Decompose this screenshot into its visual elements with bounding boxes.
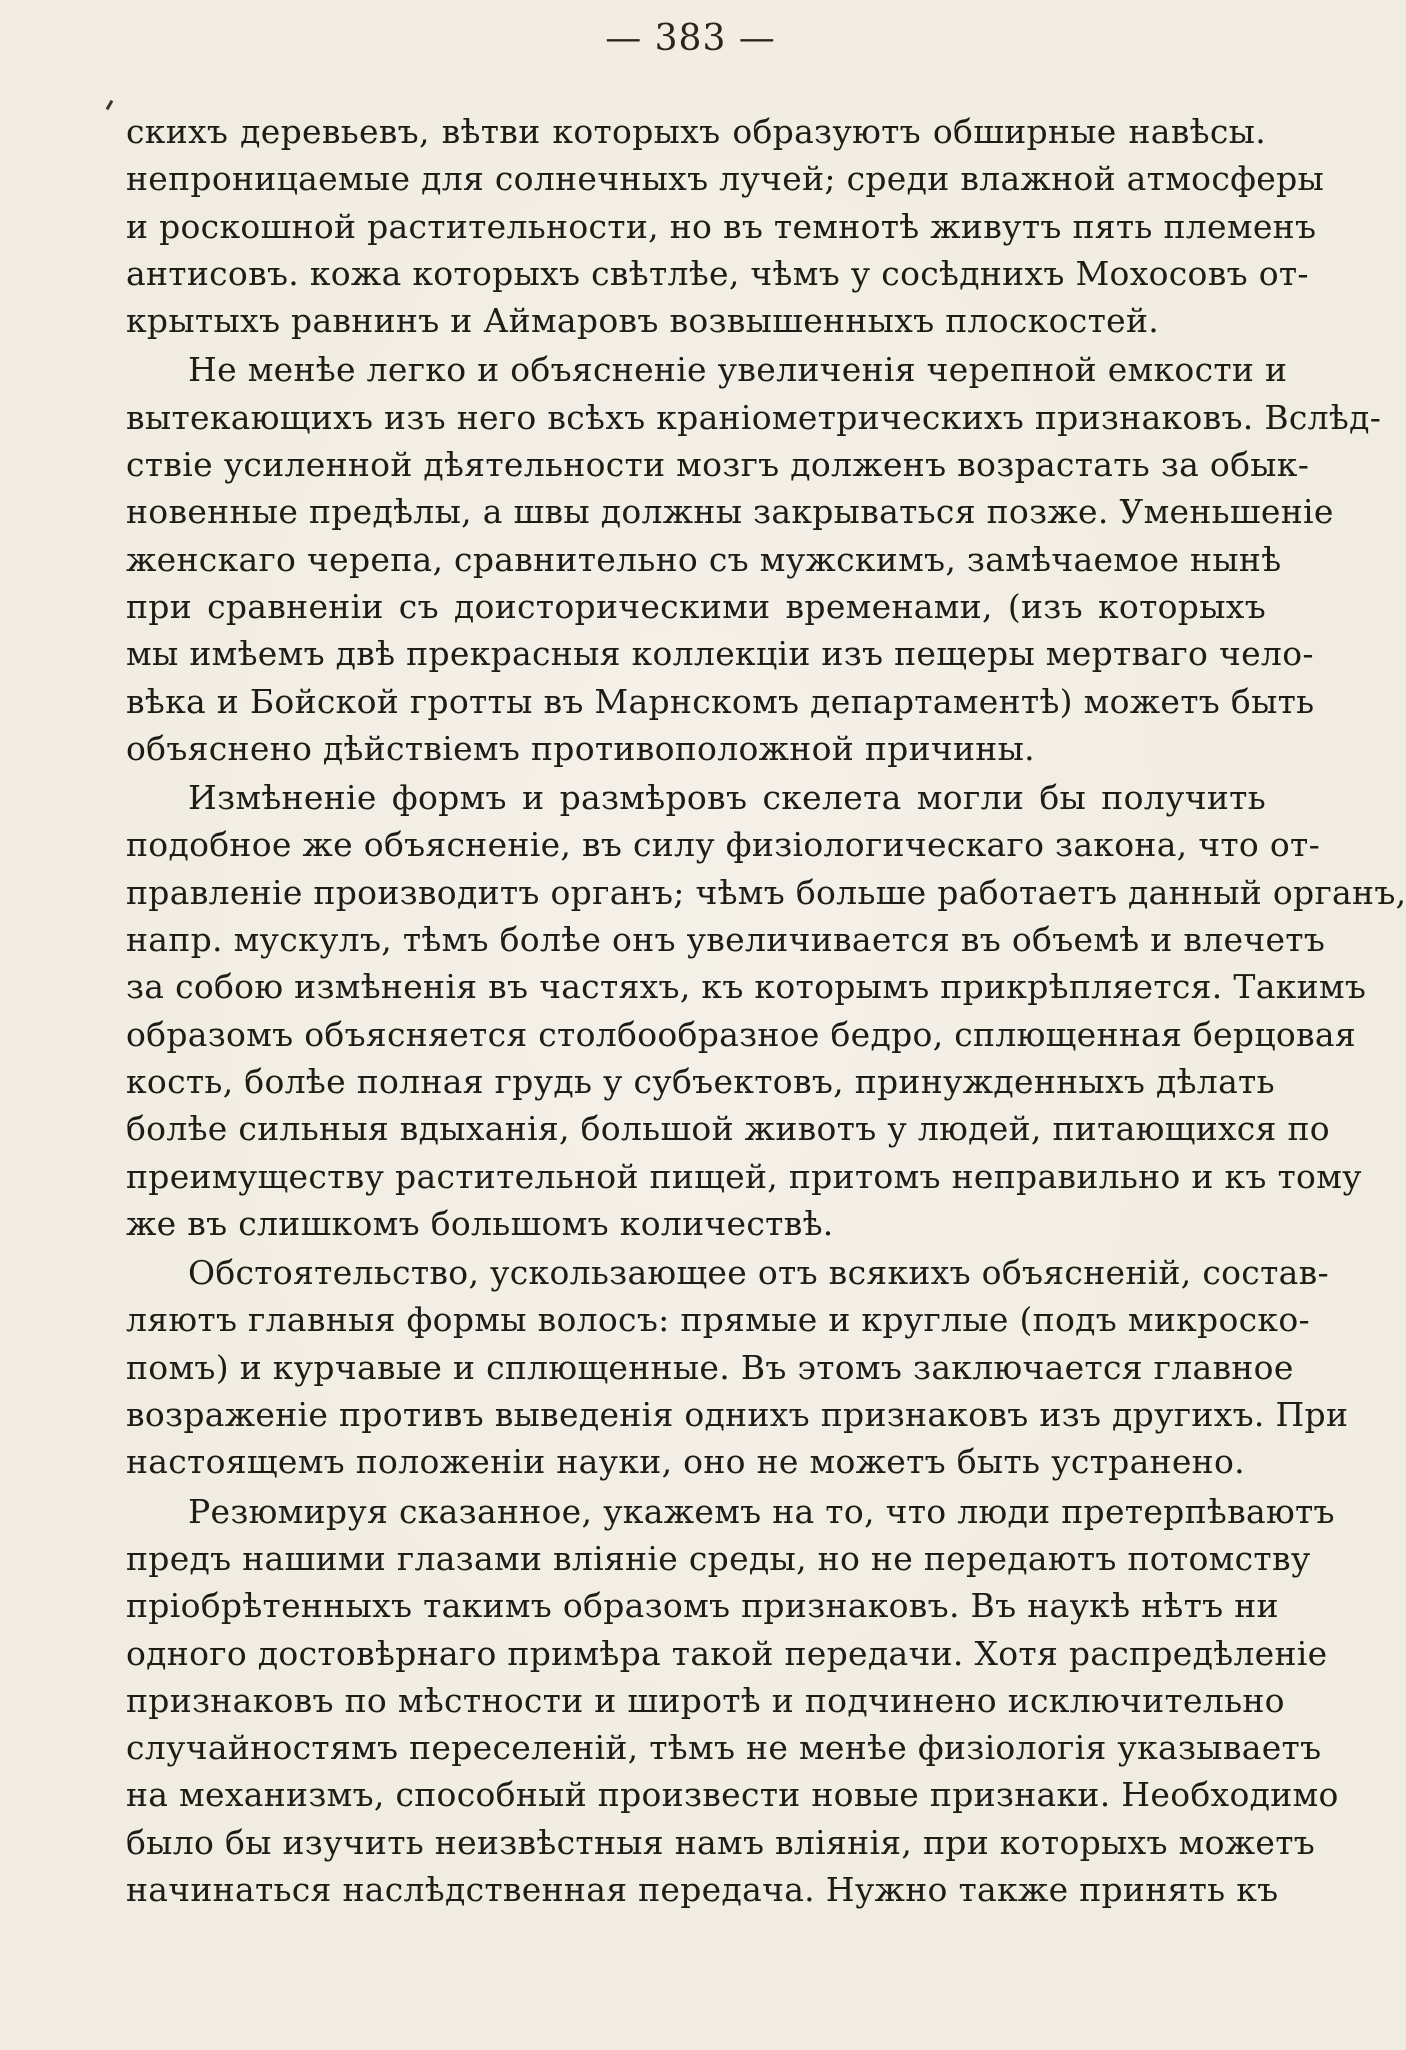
text-line: напр. мускулъ, тѣмъ болѣе онъ увеличивается въ объемѣ и влечетъ [126,920,1326,960]
text-line: на механизмъ, способный произвести новые признаки. Необходимо [126,1775,1339,1815]
text-line: и роскошной растительности, но въ темнотѣ живутъ пять племенъ [126,206,1317,246]
text-line: начинаться наслѣдственная передача. Нужно также принять къ [126,1869,1279,1909]
text-line: антисовъ. кожа которыхъ свѣтлѣе, чѣмъ у сосѣднихъ Мохосовъ от- [126,253,1309,293]
text-line: ляютъ главныя формы волосъ: прямые и круглые (подъ микроско- [126,1300,1310,1340]
text-line: преимуществу растительной пищей, притомъ неправильно и къ тому [126,1156,1362,1196]
text-line: объяснено дѣйствіемъ противоположной причины. [126,728,1035,768]
text-line: при сравненіи съ доисторическими временами, (изъ которыхъ [126,586,1266,626]
body-text [126,108,1406,1913]
text-line: было бы изучить неизвѣстныя намъ вліянія, при которыхъ можетъ [126,1822,1316,1862]
text-line: Не менѣе легко и объясненіе увеличенія черепной емкости и [188,350,1288,390]
text-line: болѣе сильныя вдыханія, большой животъ у людей, питающихся по [126,1109,1330,1149]
text-line: за собою измѣненія въ частяхъ, къ которымъ прикрѣпляется. Такимъ [126,967,1367,1007]
text-line: образомъ объясняется столбообразное бедро, сплющенная берцовая [126,1014,1357,1054]
text-line: мы имѣемъ двѣ прекрасныя коллекціи изъ пещеры мертваго чело- [126,634,1314,674]
ink-speck [106,100,114,110]
text-line: одного достовѣрнаго примѣра такой передачи. Хотя распредѣленіе [126,1633,1328,1673]
paragraph [126,1488,1339,1914]
text-line: Обстоятельство, ускользающее отъ всякихъ объясненій, состав- [188,1253,1329,1293]
text-line: вытекающихъ изъ него всѣхъ краніометрическихъ признаковъ. Вслѣд- [126,397,1382,437]
text-line: признаковъ по мѣстности и широтѣ и подчинено исключительно [126,1680,1285,1720]
text-line: Резюмируя сказанное, укажемъ на то, что люди претерпѣваютъ [188,1491,1335,1531]
text-line: возраженіе противъ выведенія однихъ признаковъ изъ другихъ. При [126,1395,1349,1435]
text-line: новенные предѣлы, а швы должны закрываться позже. Уменьшеніе [126,492,1334,532]
paragraph [126,774,1406,1247]
text-line: крытыхъ равнинъ и Аймаровъ возвышенныхъ плоскостей. [126,301,1160,341]
text-line: подобное же объясненіе, въ силу физіологическаго закона, что от- [126,825,1321,865]
text-line: скихъ деревьевъ, вѣтви которыхъ образуютъ обширные навѣсы. [126,112,1266,151]
paragraph [126,1249,1349,1485]
text-line: настоящемъ положеніи науки, оно не можетъ быть устранено. [126,1442,1245,1482]
text-line: помъ) и курчавые и сплющенные. Въ этомъ заключается главное [126,1347,1294,1387]
text-line: пріобрѣтенныхъ такимъ образомъ признаковъ. Въ наукѣ нѣтъ ни [126,1586,1279,1626]
text-line: случайностямъ переселеній, тѣмъ не менѣе физіологія указываетъ [126,1728,1322,1768]
text-line: Измѣненіе формъ и размѣровъ скелета могли бы получить [188,778,1266,818]
page-number: — 383 — [605,18,776,59]
text-line: же въ слишкомъ большомъ количествѣ. [126,1203,834,1243]
text-line: вѣка и Бойской гротты въ Марнскомъ департаментѣ) можетъ быть [126,681,1315,721]
text-line: женскаго черепа, сравнительно съ мужскимъ, замѣчаемое нынѣ [126,539,1282,579]
text-line: правленіе производитъ органъ; чѣмъ больше работаетъ данный органъ, [126,872,1406,912]
text-line: непроницаемые для солнечныхъ лучей; среди влажной атмосферы [126,159,1325,199]
paragraph [126,346,1382,772]
paragraph [126,108,1325,344]
text-line: кость, болѣе полная грудь у субъектовъ, принужденныхъ дѣлать [126,1061,1275,1101]
text-line: ствіе усиленной дѣятельности мозгъ долженъ возрастать за обык- [126,445,1310,485]
text-line: предъ нашими глазами вліяніе среды, но не передаютъ потомству [126,1538,1311,1578]
